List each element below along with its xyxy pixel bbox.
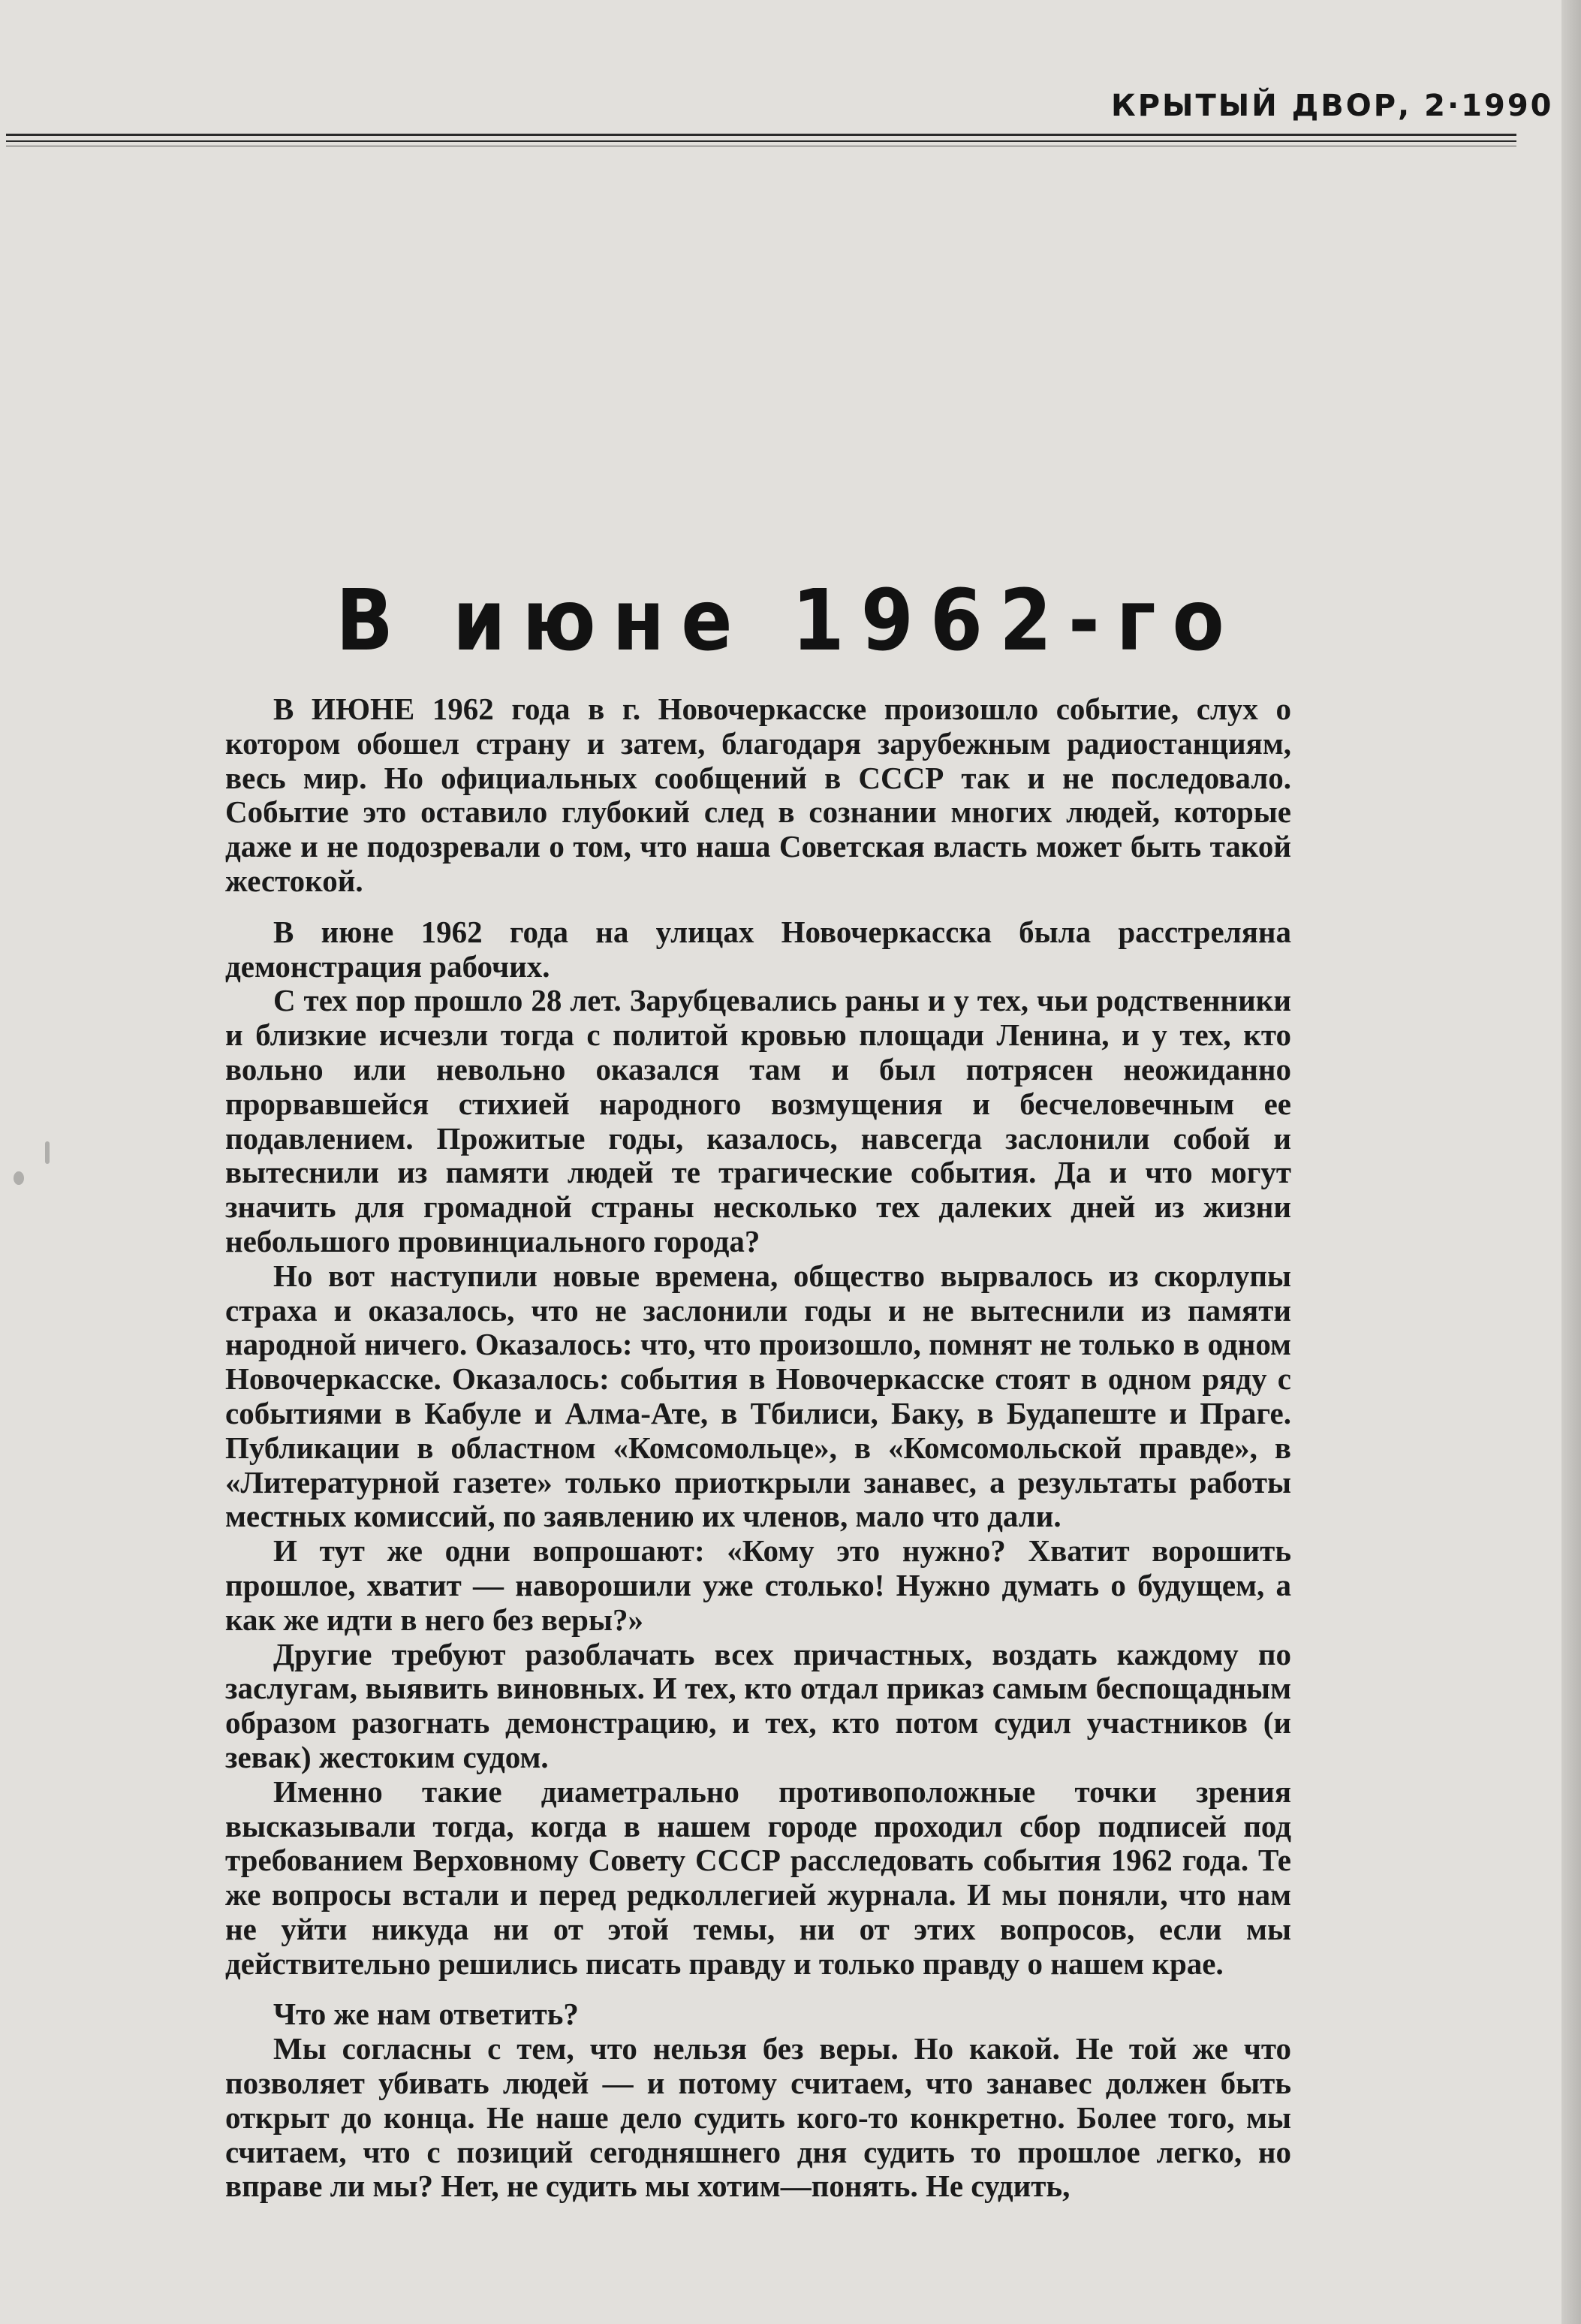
article-paragraph: Именно такие диаметрально противоположные точки зрения высказывали тогда, когда в нашем городе проходил сбор подписей под требованием Верховному Совету СССР расследовать события 1962 года. Те же вопросы встали и перед редколлегией журнала. И мы поняли, что нам не уйти никуда ни от этой темы, ни от этих вопросов, если мы действительно решились писать правду и только правду о нашем крае. xyxy=(225,1774,1291,1981)
journal-header: КРЫТЫЙ ДВОР, 2·1990 xyxy=(1111,89,1554,123)
page-edge-shadow xyxy=(1561,0,1581,2324)
article-body xyxy=(225,692,1291,2204)
header-rule xyxy=(6,140,1516,142)
article-paragraph: С тех пор прошло 28 лет. Зарубцевались раны и у тех, чьи родственники и близкие исчезли тогда с политой кровью площади Ленина, и у тех, кто вольно или невольно оказался там и был потрясен неожиданно прорвавшейся стихией народного возмущения и бесчеловечным ее подавлением. Прожитые годы, казалось, навсегда заслонили собой и вытеснили из памяти людей те трагические события. Да и что могут значить для громадной страны несколько тех далеких дней из жизни небольшого провинциального города? xyxy=(225,983,1291,1258)
article-paragraph: В июне 1962 года на улицах Новочеркасска была расстреляна демонстрация рабочих. xyxy=(225,914,1291,984)
article-paragraph: Мы согласны с тем, что нельзя без веры. Но какой. Не той же что позволяет убивать людей — и потому считаем, что занавес должен быть открыт до конца. Не наше дело судить кого-то конкретно. Более того, мы считаем, что с позиций сегодняшнего дня судить то прошлое легко, но вправе ли мы? Нет, не судить мы хотим—понять. Не судить, xyxy=(225,2031,1291,2204)
article-title: В июне 1962-го xyxy=(336,572,1241,670)
article-paragraph: Но вот наступили новые времена, общество вырвалось из скорлупы страха и оказалось, что не заслонили годы и не вытеснили из памяти народной ничего. Оказалось: что, что произошло, помнят не только в одном Новочеркасске. Оказалось: события в Новочеркасске стоят в одном ряду с событиями в Кабуле и Алма-Ате, в Тбилиси, Баку, в Будапеште и Праге. Публикации в областном «Комсомольце», в «Комсомольской правде», в «Литературной газете» только приоткрыли занавес, а результаты работы местных комиссий, по заявлению их членов, мало что дали. xyxy=(225,1258,1291,1534)
print-smudge xyxy=(14,1171,24,1185)
article-paragraph: Другие требуют разоблачать всех причастных, воздать каждому по заслугам, выявить виновных. И тех, кто отдал приказ самым беспощадным образом разогнать демонстрацию, и тех, кто потом судил участников (и зевак) жестоким судом. xyxy=(225,1636,1291,1774)
article-paragraph: В ИЮНЕ 1962 года в г. Новочеркасске произошло событие, слух о котором обошел страну и затем, благодаря зарубежным радиостанциям, весь мир. Но официальных сообщений в СССР так и не последовало. Событие это оставило глубокий след в сознании многих людей, которые даже и не подозревали о том, что наша Советская власть может быть такой жестокой. xyxy=(225,692,1291,898)
print-smudge xyxy=(45,1141,50,1164)
article-paragraph: Что же нам ответить? xyxy=(273,1997,579,2032)
article-paragraph: И тут же одни вопрошают: «Кому это нужно? Хватит ворошить прошлое, хватит — наворошили уже столько! Нужно думать о будущем, а как же идти в него без веры?» xyxy=(225,1533,1291,1637)
header-rule xyxy=(6,134,1516,136)
